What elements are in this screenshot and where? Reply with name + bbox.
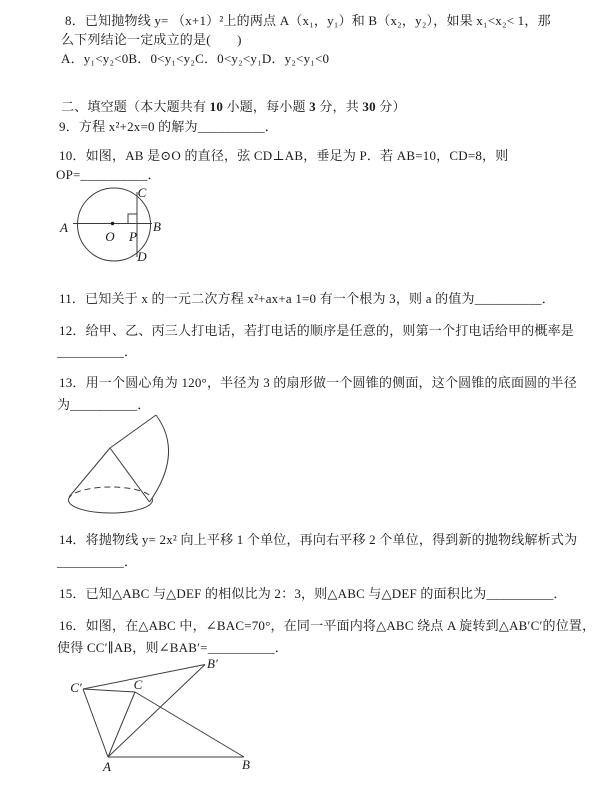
question-9: 9．方程 x²+2x=0 的解为__________． xyxy=(59,119,278,134)
cone-base-front xyxy=(69,500,153,513)
section-header-post: 分） xyxy=(375,99,406,114)
question-15: 15．已知△ABC 与△DEF 的相似比为 2：3，则△ABC 与△DEF 的面积比为__________． xyxy=(59,586,567,601)
question-12-line-1: 12．给甲、乙、丙三人打电话，若打电话的顺序是任意的，则第一个打电话给甲的概率是 xyxy=(59,323,575,338)
label-o: O xyxy=(105,229,115,244)
label-b-prime: B′ xyxy=(207,656,218,671)
question-12-line-2: __________． xyxy=(57,344,138,359)
label-c-prime: C′ xyxy=(70,680,82,695)
question-16-line-2: 使得 CC′∥AB，则∠BAB′=__________． xyxy=(57,640,288,655)
edge-ac-prime xyxy=(83,689,108,757)
section-header-mid2: 分，共 xyxy=(315,99,363,114)
label-c: C xyxy=(137,185,147,200)
question-8-options: A．y₁<y₂<0B．0<y₁<y₂C．0<y₂<y₁D．y₂<y₁<0 xyxy=(61,51,330,66)
question-11: 11．已知关于 x 的一元二次方程 x²+ax+a 1=0 有一个根为 3，则 a 的值为__________． xyxy=(59,291,555,306)
section-header xyxy=(61,98,406,115)
edge-cprime-c xyxy=(83,689,135,692)
edge-cb xyxy=(135,692,244,757)
sector-lower-radius xyxy=(110,448,150,502)
label-a: A xyxy=(103,759,111,774)
edge-ac xyxy=(108,692,135,757)
rotation-diagram xyxy=(55,653,270,785)
section-header-mid1: 小题，每小题 xyxy=(223,99,310,114)
sector-arc xyxy=(150,415,169,502)
label-a: A xyxy=(60,220,68,235)
label-d: D xyxy=(137,249,147,264)
label-b: B xyxy=(153,219,161,234)
question-10-line-2: OP=__________． xyxy=(56,167,161,182)
question-10-line-1: 10．如图，AB 是⊙O 的直径，弦 CD⊥AB，垂足为 P．若 AB=10，CD=8，则 xyxy=(59,148,509,163)
edge-ab-prime xyxy=(108,665,205,758)
edge-cprime-bprime xyxy=(83,665,205,690)
question-13-line-1: 13．用一个圆心角为 120°，半径为 3 的扇形做一个圆锥的侧面，这个圆锥的底面圆的半径 xyxy=(59,375,577,390)
question-13-line-2: 为__________． xyxy=(57,397,151,412)
section-header-pre: 二、填空题（本大题共有 xyxy=(61,99,210,114)
cone-left-slant xyxy=(69,448,110,497)
label-b: B xyxy=(242,757,250,772)
center-dot xyxy=(111,222,114,225)
label-c: C xyxy=(133,677,143,692)
cone-diagram xyxy=(55,403,185,518)
section-points-each: 3 xyxy=(309,99,316,114)
question-8-line-2: 么下列结论一定成立的是( ) xyxy=(61,32,242,47)
section-points-total: 30 xyxy=(362,99,376,114)
question-14-line-2: __________． xyxy=(57,554,138,569)
question-16-line-1: 16．如图，在△ABC 中，∠BAC=70°，在同一平面内将△ABC 绕点 A 旋转到△AB′C′的位置， xyxy=(59,618,596,633)
label-p: P xyxy=(129,229,137,244)
question-8-line-1: 8．已知抛物线 y= （x+1）²上的两点 A（x₁，y₁）和 B（x₂，y₂），如果 x₁<x₂< 1，那 xyxy=(65,13,551,28)
right-angle-mark xyxy=(128,214,137,224)
circle-diagram xyxy=(55,180,167,270)
question-14-line-1: 14．将抛物线 y= 2x² 向上平移 1 个单位，再向右平移 2 个单位，得到新的抛物线解析式为 xyxy=(59,532,578,547)
sector-upper-radius xyxy=(110,415,156,448)
section-count: 10 xyxy=(209,99,224,114)
